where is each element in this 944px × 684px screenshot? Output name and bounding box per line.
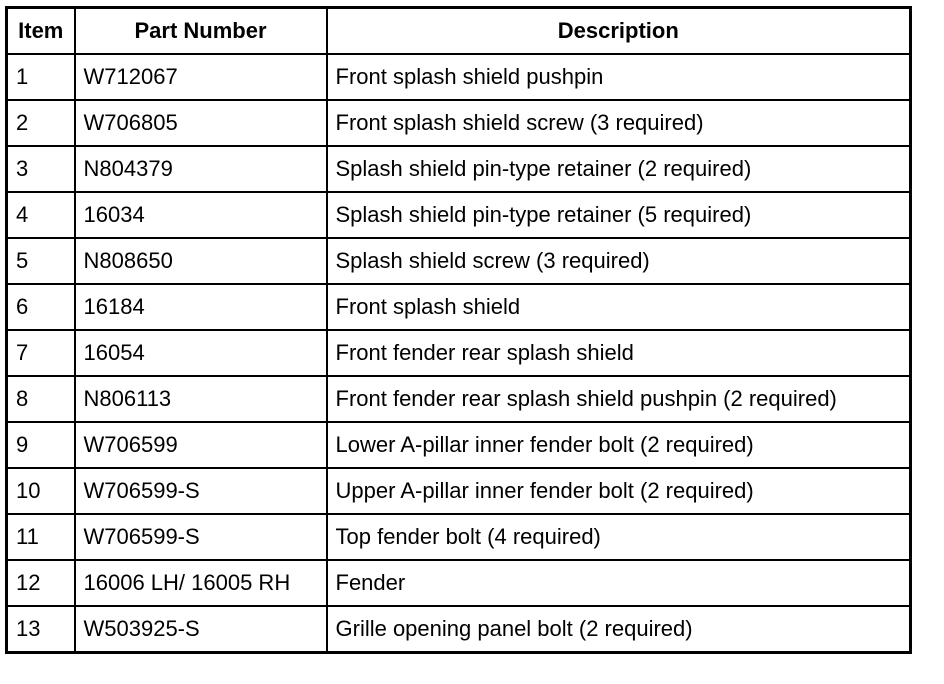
part-number-cell: W706599 — [75, 422, 327, 468]
part-number-cell: N808650 — [75, 238, 327, 284]
table-row — [7, 560, 911, 606]
item-cell: 5 — [7, 238, 75, 284]
description-cell: Front splash shield screw (3 required) — [327, 100, 911, 146]
description-cell: Lower A-pillar inner fender bolt (2 required) — [327, 422, 911, 468]
item-cell: 2 — [7, 100, 75, 146]
item-cell: 4 — [7, 192, 75, 238]
table-row — [7, 514, 911, 560]
part-number-cell: W706805 — [75, 100, 327, 146]
part-number-cell: N806113 — [75, 376, 327, 422]
table-row — [7, 146, 911, 192]
description-cell: Splash shield pin-type retainer (5 required) — [327, 192, 911, 238]
part-number-cell: 16184 — [75, 284, 327, 330]
description-cell: Front splash shield pushpin — [327, 54, 911, 100]
part-number-cell: 16034 — [75, 192, 327, 238]
header-part-number: Part Number — [75, 8, 327, 55]
table-row — [7, 376, 911, 422]
description-cell: Upper A-pillar inner fender bolt (2 required) — [327, 468, 911, 514]
part-number-cell: W712067 — [75, 54, 327, 100]
part-number-cell: W503925-S — [75, 606, 327, 653]
table-row — [7, 100, 911, 146]
item-cell: 6 — [7, 284, 75, 330]
table-header-row — [7, 8, 911, 55]
item-cell: 13 — [7, 606, 75, 653]
item-cell: 3 — [7, 146, 75, 192]
item-cell: 12 — [7, 560, 75, 606]
header-item: Item — [7, 8, 75, 55]
table-row — [7, 54, 911, 100]
part-number-cell: W706599-S — [75, 468, 327, 514]
description-cell: Front fender rear splash shield — [327, 330, 911, 376]
part-number-cell: N804379 — [75, 146, 327, 192]
table-row — [7, 606, 911, 653]
item-cell: 7 — [7, 330, 75, 376]
part-number-cell: 16054 — [75, 330, 327, 376]
item-cell: 11 — [7, 514, 75, 560]
description-cell: Grille opening panel bolt (2 required) — [327, 606, 911, 653]
description-cell: Splash shield screw (3 required) — [327, 238, 911, 284]
description-cell: Splash shield pin-type retainer (2 required) — [327, 146, 911, 192]
item-cell: 8 — [7, 376, 75, 422]
part-number-cell: 16006 LH/ 16005 RH — [75, 560, 327, 606]
description-cell: Fender — [327, 560, 911, 606]
parts-table — [5, 6, 912, 654]
item-cell: 9 — [7, 422, 75, 468]
item-cell: 10 — [7, 468, 75, 514]
description-cell: Top fender bolt (4 required) — [327, 514, 911, 560]
header-description: Description — [327, 8, 911, 55]
table-row — [7, 330, 911, 376]
table-row — [7, 238, 911, 284]
description-cell: Front fender rear splash shield pushpin (2 required) — [327, 376, 911, 422]
table-row — [7, 468, 911, 514]
table-row — [7, 422, 911, 468]
item-cell: 1 — [7, 54, 75, 100]
table-row — [7, 284, 911, 330]
table-row — [7, 192, 911, 238]
description-cell: Front splash shield — [327, 284, 911, 330]
part-number-cell: W706599-S — [75, 514, 327, 560]
